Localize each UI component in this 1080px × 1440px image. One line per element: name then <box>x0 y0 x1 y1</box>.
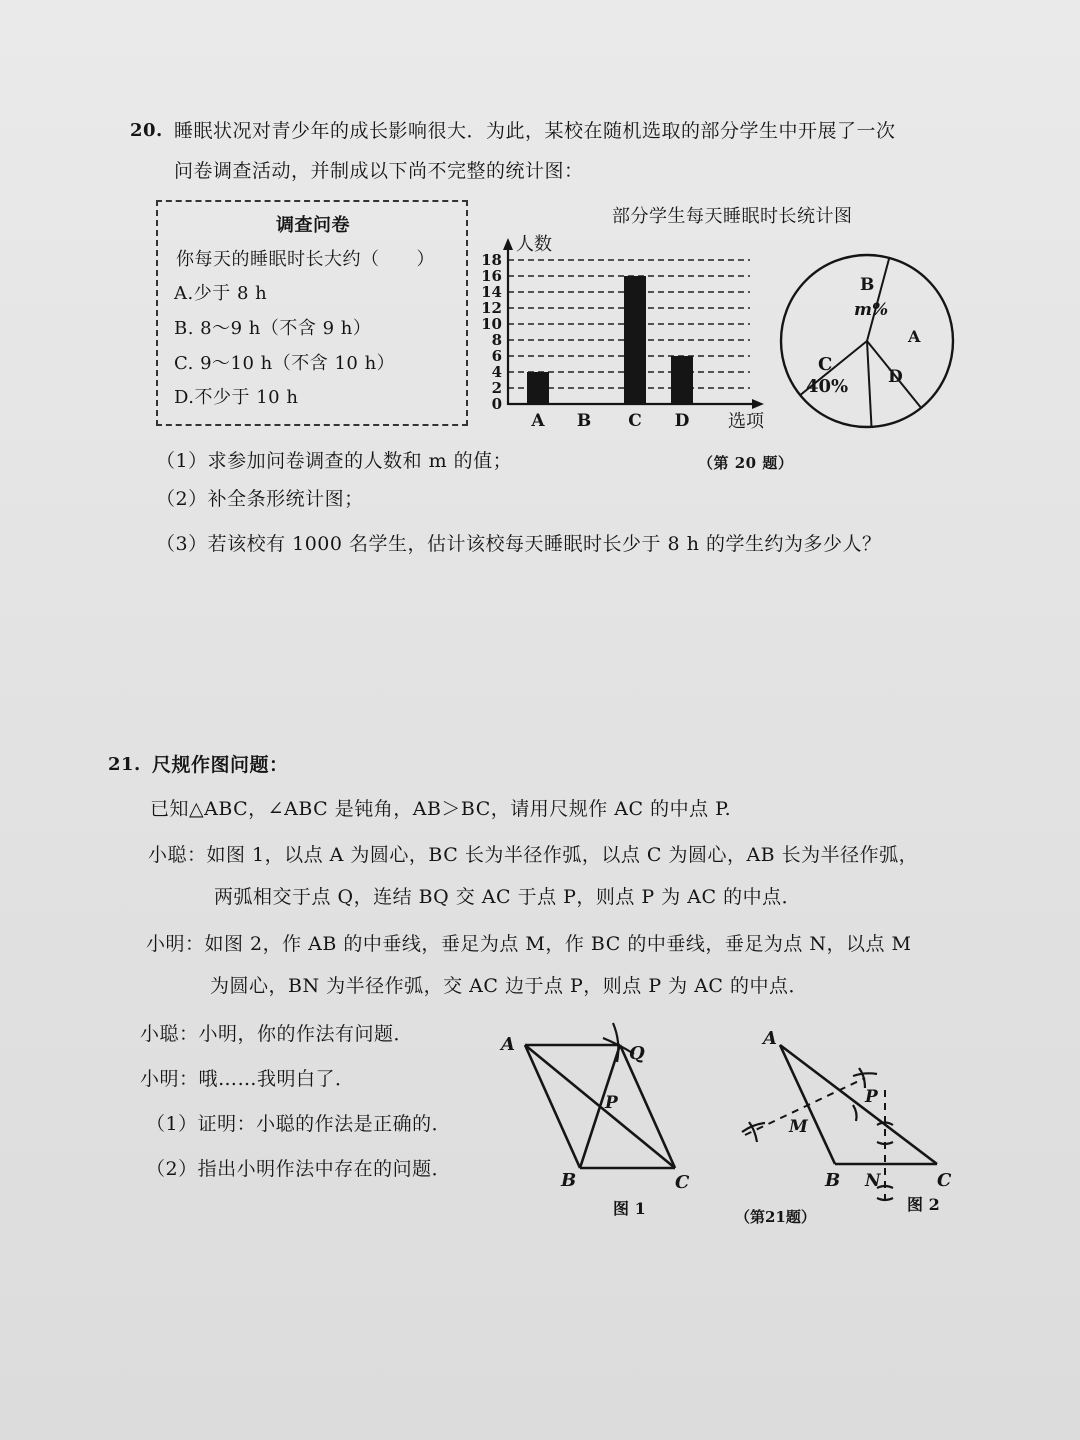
bar-chart-x-tick-label: B <box>576 411 592 431</box>
fig1-lines <box>525 1045 675 1168</box>
bar-chart-y-tick-label: 16 <box>481 267 502 285</box>
q21-dialog2: 小明：哦……我明白了． <box>140 1068 355 1090</box>
fig2-label-n: N <box>865 1171 881 1191</box>
bar-chart-x-axis-arrow <box>752 399 764 409</box>
pie-label-c: C <box>818 354 833 375</box>
fig1-label-c: C <box>675 1172 690 1193</box>
q21-xc-line2: 两弧相交于点 Q，连结 BQ 交 AC 于点 P，则点 P 为 AC 的中点． <box>214 886 802 908</box>
pie-slice-boundary <box>867 341 872 427</box>
q21-xc-line1: 小聪：如图 1，以点 A 为圆心，BC 长为半径作弧，以点 C 为圆心，AB 长为半径作弧， <box>148 844 919 866</box>
bar-d <box>671 356 693 404</box>
fig2-label-a: A <box>763 1028 777 1049</box>
pie-label-d: D <box>888 367 903 387</box>
bar-chart-y-ticks <box>481 251 502 413</box>
q20-sub1: （1）求参加问卷调查的人数和 m 的值； <box>156 450 513 472</box>
pie-chart <box>772 246 962 436</box>
fig2-label-b: B <box>825 1170 841 1191</box>
survey-option-d: D.不少于 10 h <box>174 387 299 408</box>
bar-chart-y-tick-label: 10 <box>481 315 502 333</box>
fig2-label-c: C <box>937 1170 952 1191</box>
bar-chart-y-axis-arrow <box>503 238 513 250</box>
q20-sub3: （3）若该校有 1000 名学生，估计该校每天睡眠时长少于 8 h 的学生约为多少人？ <box>156 533 882 555</box>
bar-chart-y-tick-label: 4 <box>491 363 502 381</box>
bar-chart-y-tick-label: 18 <box>481 251 502 269</box>
bar-chart-x-tick-label: D <box>674 411 690 431</box>
bar-chart-x-ticks <box>530 411 689 431</box>
q21-title: 尺规作图问题： <box>152 754 289 776</box>
pie-label-c-value: 40% <box>806 376 849 397</box>
q21-number: 21. <box>108 754 141 775</box>
q21-xm-line1: 小明：如图 2，作 AB 的中垂线，垂足为点 M，作 BC 的中垂线，垂足为点 N，以点 M <box>146 933 912 955</box>
pie-label-b: B <box>860 275 875 295</box>
bar-chart-y-tick-label: 8 <box>491 331 502 349</box>
figure-2 <box>725 1020 965 1230</box>
pie-label-a: A <box>908 327 921 346</box>
fig1-caption: 图 1 <box>613 1199 646 1218</box>
survey-title: 调查问卷 <box>276 215 350 236</box>
q21-sub2: （2）指出小明作法中存在的问题． <box>146 1158 452 1180</box>
fig1-label-b: B <box>561 1170 577 1191</box>
bar-chart-y-tick-label: 2 <box>491 379 502 397</box>
fig2-perpendiculars <box>745 1078 885 1200</box>
fig1-label-q: Q <box>629 1043 645 1064</box>
survey-option-b: B. 8～9 h（不含 9 h） <box>174 318 372 339</box>
survey-question: 你每天的睡眠时长大约（ ） <box>176 249 435 270</box>
q21-xm-line2: 为圆心，BN 为半径作弧，交 AC 边于点 P，则点 P 为 AC 的中点． <box>210 975 808 997</box>
q21-caption: （第21题） <box>735 1208 816 1226</box>
q20-stem-line2: 问卷调查活动，并制成以下尚不完整的统计图： <box>174 160 584 182</box>
fig1-label-a: A <box>501 1034 515 1055</box>
q20-caption: （第 20 题） <box>698 454 794 472</box>
bar-chart-y-tick-label: 14 <box>481 283 502 301</box>
survey-option-c: C. 9～10 h（不含 10 h） <box>174 353 396 374</box>
bar-chart-xlabel: 选项 <box>728 411 764 432</box>
bar-chart-y-tick-label: 12 <box>481 299 502 317</box>
survey-box <box>156 200 468 426</box>
survey-option-a: A.少于 8 h <box>174 283 268 304</box>
fig1-label-p: P <box>605 1093 618 1113</box>
q21-given: 已知△ABC，∠ABC 是钝角，AB＞BC，请用尺规作 AC 的中点 P. <box>150 798 732 820</box>
bar-chart-title: 部分学生每天睡眠时长统计图 <box>612 206 853 227</box>
bar-chart <box>480 228 780 443</box>
bar-a <box>527 372 549 404</box>
q21-sub1: （1）证明：小聪的作法是正确的． <box>146 1113 452 1135</box>
pie-label-b-value: m% <box>854 300 889 320</box>
bar-chart-y-tick-label: 0 <box>491 395 502 413</box>
bar-chart-x-tick-label: C <box>628 411 642 431</box>
bar-chart-x-tick-label: A <box>531 411 545 431</box>
q20-sub2: （2）补全条形统计图； <box>156 488 364 510</box>
fig2-caption: 图 2 <box>907 1195 940 1214</box>
fig2-lines <box>780 1045 937 1164</box>
bar-chart-ylabel: 人数 <box>516 234 552 255</box>
q21-dialog1: 小聪：小明，你的作法有问题． <box>140 1023 414 1045</box>
bar-c <box>624 276 646 404</box>
q20-number: 20. <box>130 120 163 141</box>
figure-1 <box>495 1020 725 1220</box>
fig2-label-m: M <box>789 1117 808 1137</box>
fig2-label-p: P <box>865 1087 878 1107</box>
bar-chart-y-tick-label: 6 <box>491 347 502 365</box>
q20-stem-line1: 睡眠状况对青少年的成长影响很大．为此，某校在随机选取的部分学生中开展了一次 <box>174 120 896 142</box>
